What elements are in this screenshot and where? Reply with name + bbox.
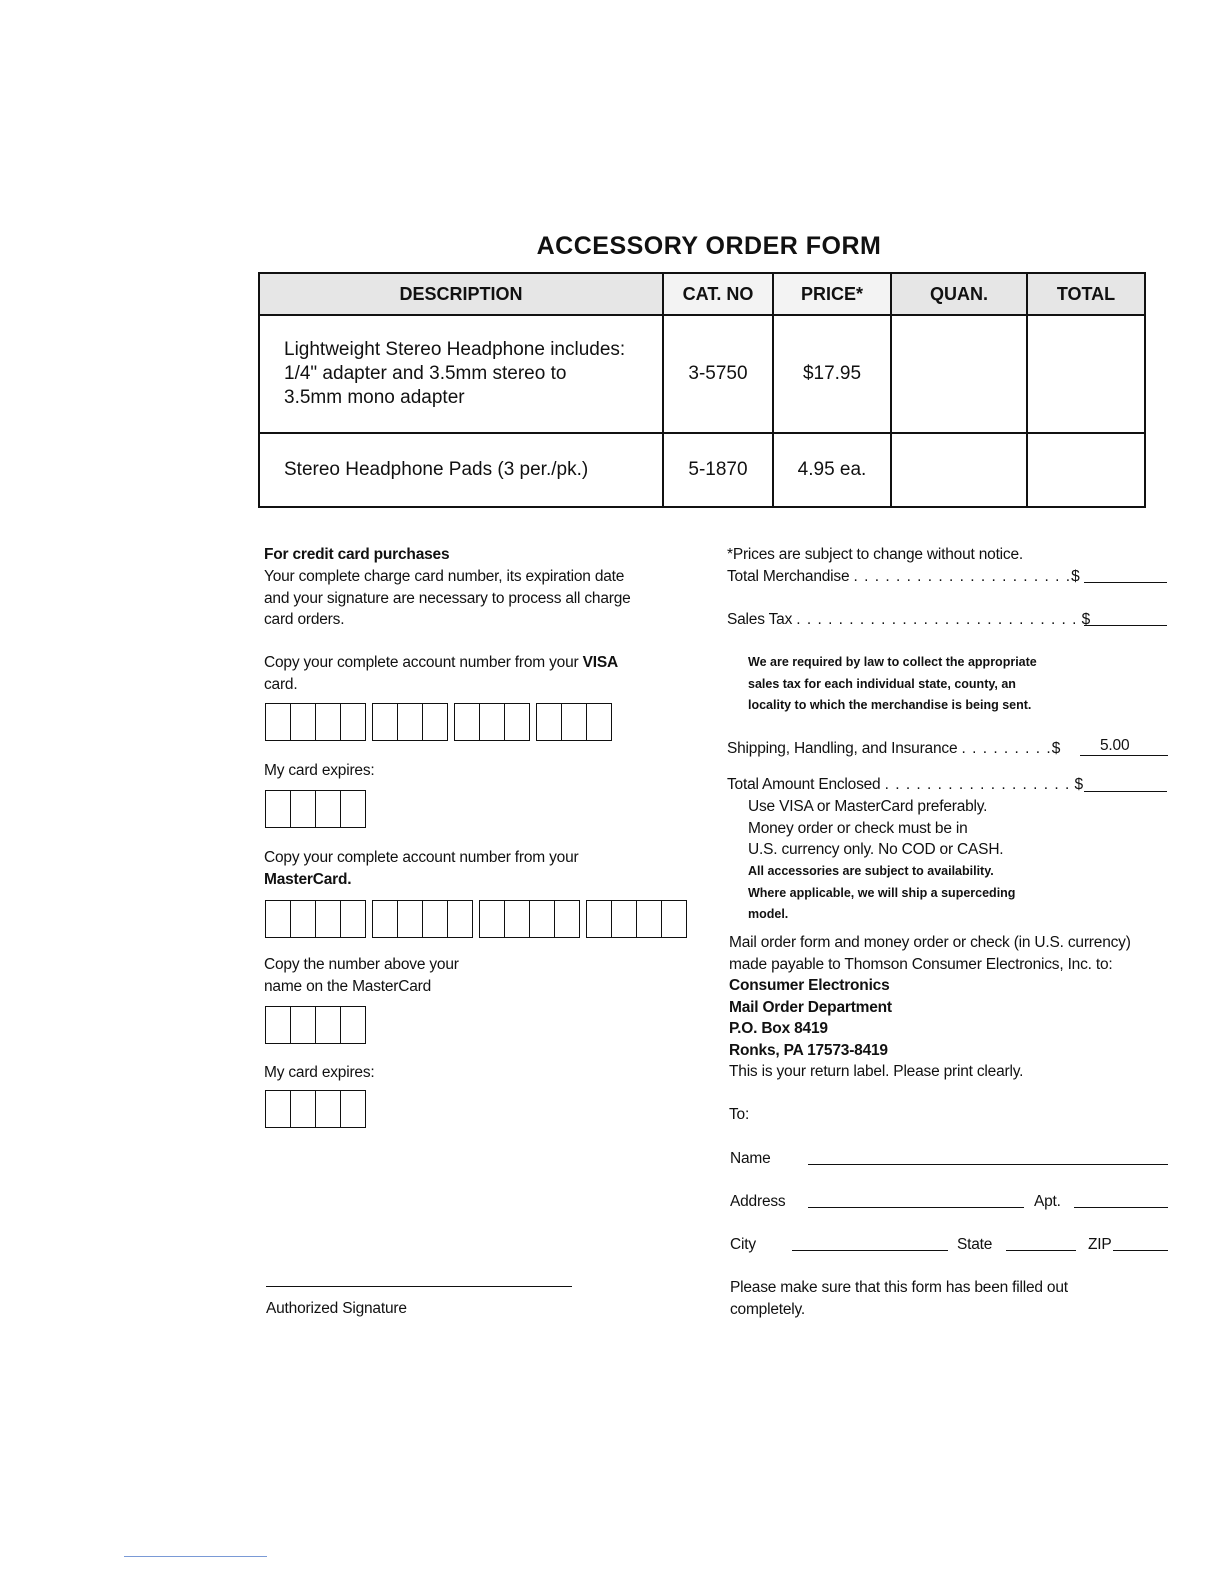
mastercard-expiry-boxes[interactable] bbox=[265, 1090, 366, 1128]
zip-field[interactable] bbox=[1113, 1250, 1168, 1251]
header-price: PRICE* bbox=[773, 273, 891, 315]
to-label: To: bbox=[729, 1106, 750, 1123]
header-total: TOTAL bbox=[1027, 273, 1145, 315]
table-row bbox=[259, 433, 1145, 507]
description-line: Stereo Headphone Pads (3 per./pk.) bbox=[284, 459, 589, 480]
row-price: $17.95 bbox=[773, 315, 891, 433]
visa-expires-label: My card expires: bbox=[264, 762, 375, 779]
mastercard-above-name-label: Copy the number above your name on the MasterCard bbox=[264, 956, 459, 995]
state-field[interactable] bbox=[1006, 1250, 1076, 1251]
apt-field[interactable] bbox=[1074, 1207, 1168, 1208]
closing-note: Please make sure that this form has been filled out completely. bbox=[730, 1279, 1068, 1318]
zip-label: ZIP bbox=[1088, 1236, 1112, 1253]
scan-artifact-line bbox=[124, 1556, 267, 1557]
mail-instructions: Mail order form and money order or check (in U.S. currency) made payable to Thomson Consumer Electronics, Inc. to: bbox=[729, 934, 1131, 973]
shipping-row: Shipping, Handling, and Insurance . . . . . . . . .$ bbox=[727, 740, 1061, 757]
signature-label: Authorized Signature bbox=[266, 1300, 407, 1317]
description-line: 3.5mm mono adapter bbox=[284, 387, 465, 408]
table-row bbox=[259, 315, 1145, 433]
row-quan-cell[interactable] bbox=[891, 433, 1027, 507]
name-field[interactable] bbox=[808, 1164, 1168, 1165]
description-line: 1/4" adapter and 3.5mm stereo to bbox=[284, 363, 567, 384]
mail-address: Consumer Electronics Mail Order Department P.O. Box 8419 Ronks, PA 17573-8419 bbox=[729, 977, 892, 1059]
row-total-cell[interactable] bbox=[1027, 315, 1145, 433]
state-label: State bbox=[957, 1236, 993, 1253]
visa-number-boxes[interactable] bbox=[265, 703, 612, 741]
city-field[interactable] bbox=[792, 1250, 948, 1251]
address-field[interactable] bbox=[808, 1207, 1024, 1208]
sales-tax-row: Sales Tax . . . . . . . . . . . . . . . . . . . . . . . . . . . $ bbox=[727, 611, 1091, 628]
header-cat-no: CAT. NO bbox=[663, 273, 773, 315]
credit-heading: For credit card purchases bbox=[264, 546, 450, 563]
city-label: City bbox=[730, 1236, 756, 1253]
row-description bbox=[259, 315, 663, 433]
description-line: Lightweight Stereo Headphone includes: bbox=[284, 339, 626, 360]
payment-notes: Use VISA or MasterCard preferably. Money order or check must be in U.S. currency only. No COD or CASH. bbox=[748, 798, 1004, 858]
credit-intro: Your complete charge card number, its expiration date and your signature are necessary to process all charge card orders. bbox=[264, 568, 631, 628]
total-enclosed-field[interactable] bbox=[1084, 791, 1167, 792]
address-label: Address bbox=[730, 1193, 786, 1210]
mastercard-instructions: Copy your complete account number from your MasterCard. bbox=[264, 849, 579, 888]
sales-tax-field[interactable] bbox=[1084, 625, 1167, 626]
mastercard-expires-label: My card expires: bbox=[264, 1064, 375, 1081]
visa-instructions: Copy your complete account number from your VISA card. bbox=[264, 654, 618, 693]
mastercard-number-boxes[interactable] bbox=[265, 900, 687, 938]
total-enclosed-row: Total Amount Enclosed . . . . . . . . . . . . . . . . . . $ bbox=[727, 776, 1083, 793]
header-quan: QUAN. bbox=[891, 273, 1027, 315]
shipping-value: 5.00 bbox=[1100, 737, 1130, 754]
row-cat-no: 5-1870 bbox=[663, 433, 773, 507]
accessory-notice: All accessories are subject to availability. Where applicable, we will ship a superceding model. bbox=[748, 864, 1016, 921]
table-header-row bbox=[259, 273, 1145, 315]
total-merchandise-row: Total Merchandise . . . . . . . . . . . . . . . . . . . . .$ bbox=[727, 568, 1080, 585]
name-label: Name bbox=[730, 1150, 771, 1167]
apt-label: Apt. bbox=[1034, 1193, 1061, 1210]
order-table bbox=[258, 272, 1146, 508]
return-label-note: This is your return label. Please print clearly. bbox=[729, 1063, 1024, 1080]
row-cat-no: 3-5750 bbox=[663, 315, 773, 433]
row-price: 4.95 ea. bbox=[773, 433, 891, 507]
tax-notice: We are required by law to collect the appropriate sales tax for each individual state, county, an locality to which the merchandise is being sent. bbox=[748, 655, 1037, 712]
row-description bbox=[259, 433, 663, 507]
row-total-cell[interactable] bbox=[1027, 433, 1145, 507]
row-quan-cell[interactable] bbox=[891, 315, 1027, 433]
mastercard-above-name-boxes[interactable] bbox=[265, 1006, 366, 1044]
visa-expiry-boxes[interactable] bbox=[265, 790, 366, 828]
price-note: *Prices are subject to change without notice. bbox=[727, 546, 1024, 563]
form-title: ACCESSORY ORDER FORM bbox=[536, 232, 882, 260]
header-description: DESCRIPTION bbox=[259, 273, 663, 315]
total-merchandise-field[interactable] bbox=[1084, 582, 1167, 583]
signature-line[interactable] bbox=[266, 1286, 572, 1287]
